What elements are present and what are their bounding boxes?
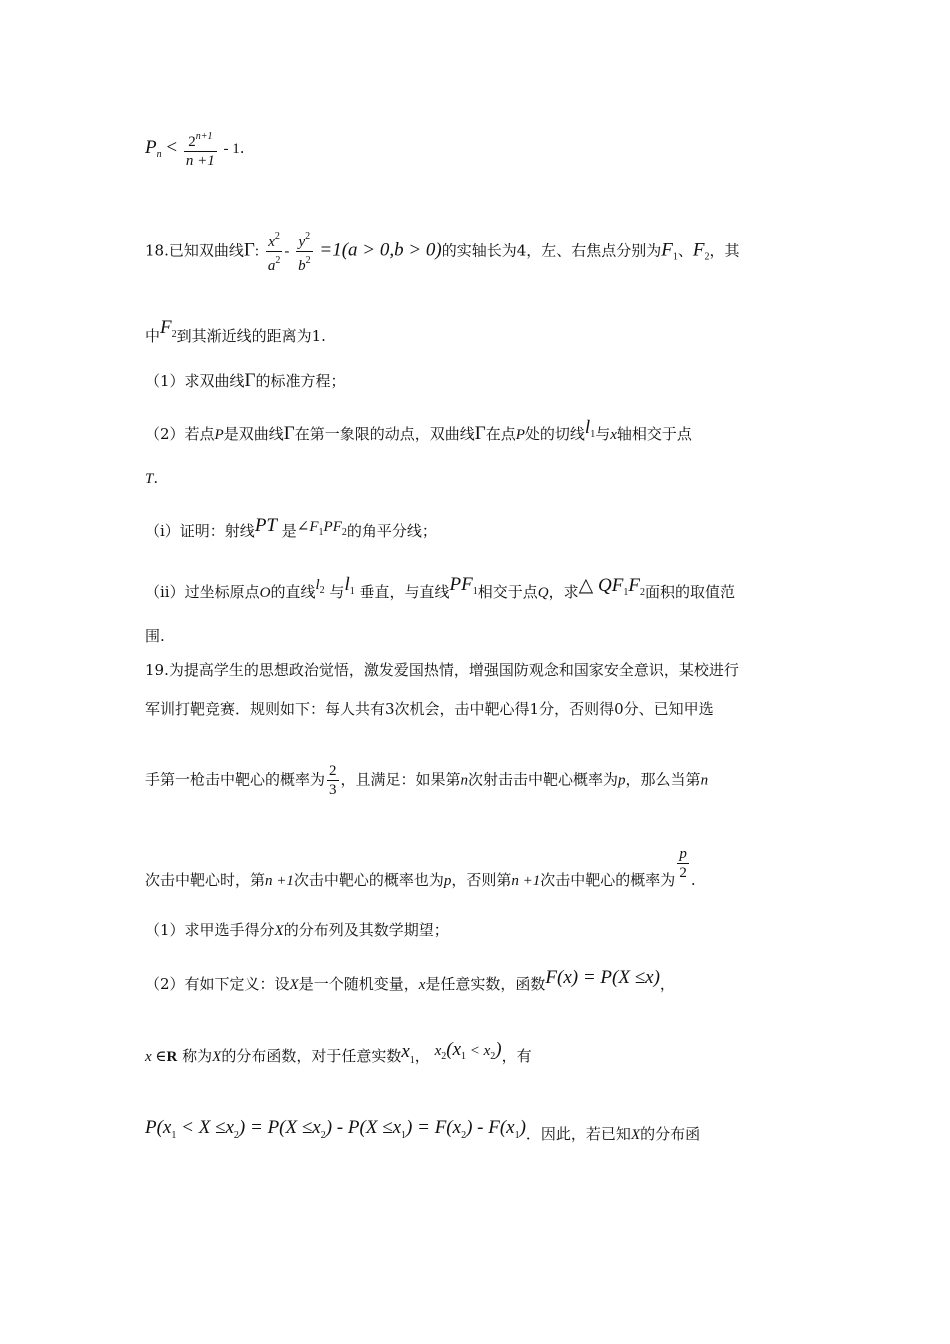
var: Q [537, 585, 549, 601]
question-number: 19. [145, 661, 169, 679]
text: ， [414, 1047, 430, 1065]
q19-line-3 [145, 762, 708, 799]
formula-tail: - 1 [223, 141, 240, 157]
text: 的角平分线； [346, 522, 437, 540]
var: l [584, 417, 591, 438]
text: 的标准方程； [255, 372, 346, 390]
sub: 1 [171, 1130, 177, 1141]
text: 手第一枪击中靶心的概率为 [145, 770, 326, 789]
formula-part: P(x [145, 1117, 172, 1138]
q19-line-4 [145, 845, 696, 891]
var: p [618, 772, 626, 789]
y2-over-b2 [296, 228, 313, 275]
var: F [332, 519, 342, 535]
q19-line-2 [145, 699, 714, 719]
text: 次射击击中靶心概率为 [468, 770, 619, 789]
text: 的实轴长为4，左、右焦点分别为 [441, 241, 662, 260]
q18-part-i [145, 516, 437, 543]
text: 、 [677, 241, 693, 260]
formula-end: . [239, 139, 245, 157]
var: (x [446, 1039, 462, 1060]
sub: 2 [441, 1051, 447, 1062]
text: 与 [329, 583, 345, 601]
exp: 2 [275, 255, 281, 266]
q18-part-2-cont [145, 468, 158, 489]
q18-line-1 [145, 228, 740, 275]
sub: 2 [704, 251, 710, 263]
q18-part-1 [145, 371, 346, 391]
numerator: 2 [329, 763, 337, 779]
text: . [153, 469, 159, 487]
sub: 1 [349, 586, 355, 597]
var: X [212, 1049, 222, 1065]
sub: 2 [490, 1051, 496, 1062]
x2-over-a2 [266, 228, 283, 275]
var: x [434, 1043, 442, 1059]
num-exp: n+1 [195, 131, 213, 142]
text: （2）有如下定义：设 [145, 975, 290, 993]
var: X [630, 1127, 641, 1143]
exp: 2 [305, 231, 311, 242]
gamma-symbol: Γ [474, 423, 486, 444]
lead-formula [145, 128, 245, 170]
var: O [259, 585, 271, 601]
var: n [700, 772, 709, 789]
fraction-numerator [184, 128, 217, 152]
sub: 2 [233, 1130, 239, 1141]
gamma-symbol: Γ [283, 423, 295, 444]
var: F [692, 239, 705, 261]
text: 称为 [182, 1047, 213, 1065]
text: 是 [281, 522, 297, 540]
sub: 1 [461, 1051, 467, 1062]
text: ，否则第 [451, 871, 512, 889]
sub: 2 [171, 329, 177, 340]
question-number: 18. [145, 241, 169, 260]
text: 的直线 [270, 583, 316, 601]
text: 是任意实数，函数 [425, 975, 546, 993]
q18-part-2 [145, 418, 692, 445]
sub: 1 [672, 251, 678, 263]
text: 相交于点 [477, 583, 538, 601]
q18-part-ii-cont [145, 626, 165, 646]
var: n +1 [511, 873, 541, 889]
var: P [515, 427, 525, 443]
text: ，那么当第 [625, 770, 701, 789]
text: 军训打靶竞赛．规则如下：每人共有3次机会，击中靶心得1分，否则得0分、已知甲选 [145, 700, 714, 718]
formula-part: ) - F(x [466, 1117, 515, 1138]
text: 处的切线 [524, 425, 585, 443]
formula-rel: < [166, 137, 178, 158]
text: 是一个随机变量， [298, 975, 419, 993]
var: < x [466, 1043, 491, 1059]
text: （1）求双曲线 [145, 372, 245, 390]
text: （1）求甲选手得分 [145, 921, 275, 939]
text: ， [659, 975, 675, 993]
formula-part: ) = P(X ≤x [238, 1117, 321, 1138]
var: n +1 [265, 873, 294, 889]
numerator: p [679, 846, 687, 862]
var: F [628, 575, 640, 596]
fraction-denominator: n +1 [185, 153, 215, 169]
sub: 1 [623, 587, 629, 598]
sub: 1 [590, 429, 596, 440]
formula-part: ) - P(X ≤x [325, 1117, 402, 1138]
text: 围. [145, 627, 165, 645]
sub: 1 [514, 1130, 520, 1141]
text: 次击中靶心时，第 [145, 871, 266, 889]
text: 与 [595, 425, 611, 443]
sub: 2 [341, 527, 347, 538]
var: X [289, 977, 299, 993]
paren: ) [495, 1039, 502, 1060]
text: 次击中靶心的概率也为 [293, 871, 444, 889]
text: 的分布列及其数学期望； [283, 921, 449, 939]
var: P [214, 427, 224, 443]
sub: 1 [401, 1130, 407, 1141]
fraction-p-2 [677, 845, 689, 882]
q19-line-8 [145, 1118, 700, 1146]
text: 面积的取值范 [644, 583, 735, 601]
angle-symbol: ∠ [296, 519, 310, 535]
text: . [690, 871, 696, 889]
formula-sub: n [156, 149, 162, 160]
text: 到其渐近线的距离为1. [176, 327, 326, 345]
var: x [610, 427, 617, 443]
sub: 2 [319, 585, 325, 596]
sub: 2 [320, 1130, 326, 1141]
text: ，有 [501, 1047, 532, 1065]
text: （ii）过坐标原点 [145, 583, 260, 601]
formula-part: < X ≤x [176, 1117, 234, 1138]
var: y [298, 234, 306, 250]
text: : [254, 243, 260, 260]
var: n [460, 772, 469, 789]
q18-line-2 [145, 318, 326, 346]
formula-var: P [145, 137, 157, 158]
text: 在第一象限的动点，双曲线 [294, 425, 475, 443]
sub: 1 [472, 586, 478, 597]
text: 的分布函 [640, 1125, 701, 1143]
var: x [418, 977, 426, 993]
formula-part: ) = F(x [406, 1117, 462, 1138]
q18-part-ii [145, 575, 735, 603]
exp: 2 [274, 231, 280, 242]
sub: 2 [639, 587, 645, 598]
denominator: 3 [329, 782, 337, 798]
denominator: 2 [679, 865, 687, 881]
num-base: 2 [188, 134, 196, 150]
text: ，其 [709, 241, 740, 260]
q19-line-7 [145, 1040, 532, 1071]
var: PT [254, 515, 277, 536]
sub: 2 [461, 1130, 467, 1141]
real-set-symbol: R [166, 1049, 178, 1065]
sub: 1 [409, 1055, 415, 1066]
text: ，且满足：如果第 [340, 770, 461, 789]
text: ．因此，若已知 [525, 1125, 631, 1143]
var: b [298, 258, 306, 274]
formula-part: ) [519, 1117, 526, 1138]
text: 中 [145, 327, 161, 345]
var: p [443, 873, 452, 889]
var: F [309, 519, 319, 535]
equation-rest: =1(a > 0,b > 0) [319, 239, 442, 261]
text: 为提高学生的思想政治觉悟，激发爱国热情，增强国防观念和国家安全意识，某校进行 [168, 661, 739, 679]
var: F [661, 239, 673, 261]
fraction-2-3 [327, 762, 339, 799]
formula-fraction [184, 128, 217, 170]
text: 的分布函数，对于任意实数 [221, 1047, 402, 1065]
var: QF [598, 575, 624, 596]
var: P [323, 519, 333, 535]
text: 已知双曲线 [168, 241, 244, 260]
gamma-symbol: Γ [244, 370, 256, 391]
var: l [315, 577, 320, 593]
gamma-symbol: Γ [243, 239, 255, 261]
text: 垂直，与直线 [359, 583, 450, 601]
var: x [401, 1041, 410, 1062]
text: 是双曲线 [223, 425, 284, 443]
text: 在点 [485, 425, 516, 443]
text: 次击中靶心的概率为 [540, 871, 676, 889]
exp: 2 [305, 255, 311, 266]
distribution-formula: F(x) = P(X ≤x) [545, 967, 660, 988]
q19-part-2 [145, 968, 675, 995]
var: X [274, 923, 284, 939]
var: F [160, 317, 172, 338]
triangle-symbol: △ [578, 575, 594, 596]
q19-part-1 [145, 920, 449, 941]
minus: - [284, 243, 290, 260]
var: a [267, 258, 276, 274]
var: x ∈ [145, 1049, 167, 1065]
var: T [145, 471, 154, 487]
text: （2）若点 [145, 425, 215, 443]
var: x [268, 234, 275, 250]
var: PF [449, 574, 473, 595]
text: （i）证明：射线 [145, 522, 255, 540]
sub: 1 [318, 527, 324, 538]
var: l [344, 574, 350, 595]
q19-line-1 [145, 660, 739, 680]
text: 轴相交于点 [616, 425, 692, 443]
text: ，求 [548, 583, 579, 601]
